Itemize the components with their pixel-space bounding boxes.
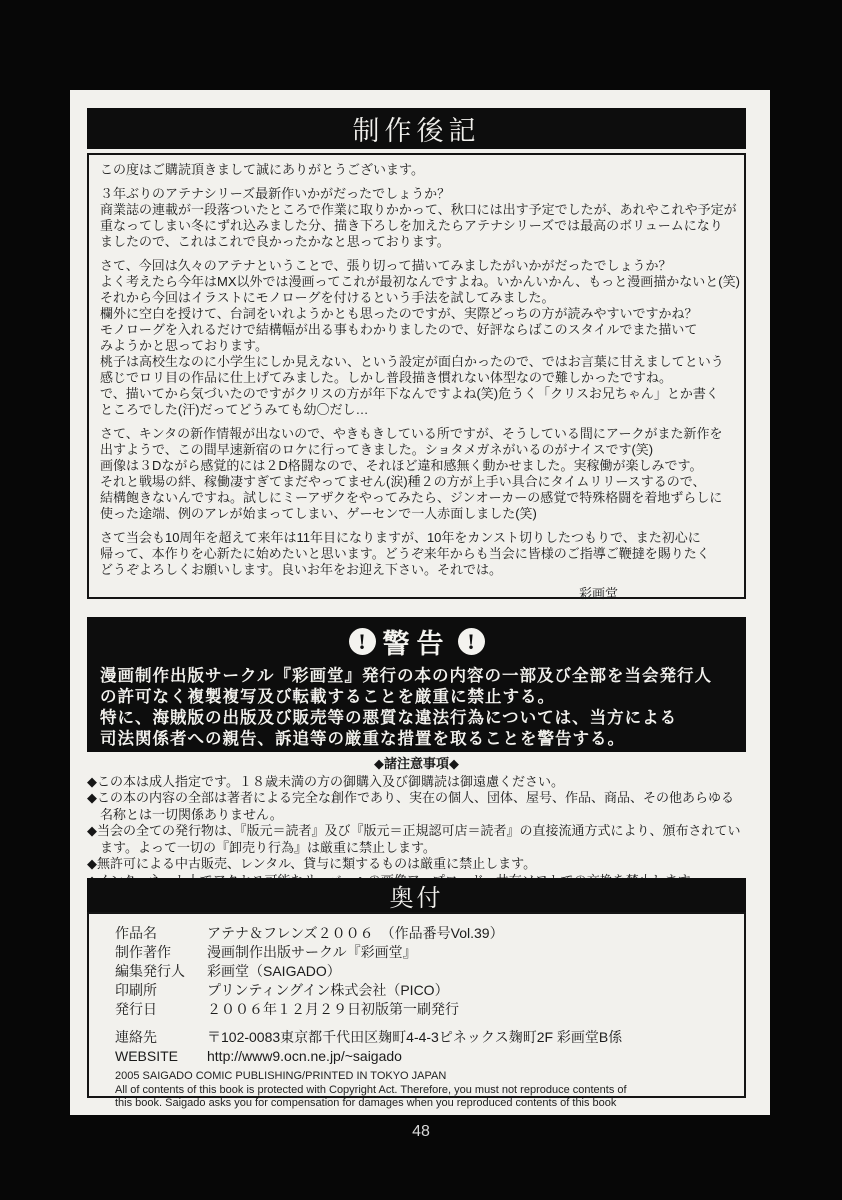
colophon-label: 連絡先: [115, 1029, 157, 1045]
postscript-line: ３年ぶりのアテナシリーズ最新作いかがだったでしょうか？: [100, 186, 451, 201]
postscript-line: どうぞよろしくお願いします。良いお年をお迎え下さい。それでは。: [100, 562, 502, 577]
postscript-line: で、描いてから気づいたのですがクリスの方が年下なんですよね(笑)危うく「クリスお兄ちゃん」とか書く: [100, 386, 719, 401]
postscript-line: 重なってしまい冬にずれ込みました分、描き下ろしを加えたらアテナシリーズでは最高のボリュームになり: [100, 218, 723, 233]
colophon-value: アテナ＆フレンズ２００６ （作品番号Vol.39）: [207, 925, 504, 941]
postscript-line: この度はご購読頂きまして誠にありがとうございます。: [100, 162, 424, 177]
exclamation-icon: !: [349, 628, 376, 655]
colophon-row: [115, 981, 734, 1000]
postscript-line: 帰って、本作りを心新たに始めたいと思います。どうぞ来年からも当会に皆様のご指導ご鞭撻を賜りたく: [100, 546, 710, 561]
postscript-line: さて当会も10周年を超えて来年は11年目になりますが、10年をカンスト切りしたつもりで、また初心に: [100, 530, 701, 545]
colophon-row: [115, 924, 734, 943]
postscript-header-bar: [87, 108, 746, 149]
postscript-line: ましたので、これはこれで良かったかなと思っております。: [100, 234, 450, 249]
postscript-line: よく考えたら今年はMX以外では漫画ってこれが最初なんですよね。いかんいかん、もっと漫画描かないと(笑): [100, 274, 740, 289]
colophon-contact-row: [115, 1028, 734, 1047]
postscript-line: それから今回はイラストにモノローグを付けるという手法を試してみました。: [100, 290, 555, 305]
postscript-title: 制作後記: [352, 116, 481, 146]
copyright-small-print: [115, 1070, 734, 1111]
copyright-line: this book. Saigado asks you for compensation for damages when you reproduced contents of this book: [115, 1097, 617, 1109]
colophon-value: 〒102-0083東京都千代田区麹町4-4-3ピネックス麹町2F 彩画堂B係: [207, 1029, 623, 1045]
notes-item: ◆当会の全ての発行物は、『版元＝読者』及び『版元＝正規認可店＝読者』の直接流通方式により、頒布されています。よって一切の『卸売り行為』は厳重に禁止します。: [87, 823, 741, 855]
colophon-label: 編集発行人: [115, 963, 185, 979]
postscript-line: 欄外に空白を授けて、台詞をいれようかとも思ったのですが、実際どっちの方が読みやすいですかね？: [100, 306, 698, 321]
page-number: 48: [412, 1123, 430, 1140]
notes-item: ◆無許可による中古販売、レンタル、貸与に類するものは厳重に禁止します。: [87, 856, 537, 871]
notes-item: ◆この本は成人指定です。１８歳未満の方の御購入及び御購読は御遠慮ください。: [87, 773, 564, 789]
postscript-line: 感じでロリ目の作品に仕上げてみました。しかし普段描き慣れない体型なので難しかったですね。: [100, 370, 673, 385]
notes-heading: ◆諸注意事項◆: [374, 756, 459, 771]
colophon-contact-row: [115, 1047, 734, 1066]
postscript-line: 使った途端、例のアレが始まってしまい、ゲーセンで一人赤面しました(笑): [100, 506, 537, 521]
warning-line: 司法関係者への親告、訴追等の厳重な措置を取ることを警告する。: [100, 729, 625, 748]
colophon-row: [115, 962, 734, 981]
author-signature: 彩画堂: [578, 586, 618, 601]
colophon-label: WEBSITE: [115, 1048, 179, 1064]
warning-title-row: [87, 622, 746, 661]
colophon-box: [87, 912, 746, 1109]
postscript-paragraph: [100, 530, 733, 578]
colophon-value: プリンティングイン株式会社（PICO）: [207, 982, 449, 998]
notes-item: ◆この本の内容の全部は著者による完全な創作であり、実在の個人、団体、屋号、作品、商品、その他あらゆる名称とは一切関係ありません。: [87, 790, 734, 822]
postscript-paragraph: [100, 258, 740, 418]
colophon-label: 作品名: [115, 925, 157, 941]
warning-box: [87, 617, 746, 752]
colophon-value: 漫画制作出版サークル『彩画堂』: [207, 944, 417, 960]
postscript-line: みようかと思っております。: [100, 338, 268, 353]
colophon-header-bar: [87, 878, 746, 912]
warning-line: 特に、海賊版の出版及び販売等の悪質な違法行為については、当方による: [100, 708, 678, 727]
postscript-paragraph: [100, 162, 733, 178]
copyright-line: 2005 SAIGADO COMIC PUBLISHING/PRINTED IN TOKYO JAPAN: [115, 1070, 447, 1082]
colophon-value: ２００６年１２月２９日初版第一刷発行: [207, 1001, 459, 1017]
colophon-row: [115, 1000, 734, 1019]
colophon-label: 制作著作: [115, 944, 171, 960]
notes-section: [87, 756, 746, 889]
warning-text: [87, 661, 746, 749]
postscript-line: モノローグを入れるだけで結構幅が出る事もわかりましたので、好評ならばこのスタイルでまた描いて: [100, 322, 698, 337]
colophon-label: 印刷所: [115, 982, 157, 998]
warning-title: 警告: [382, 629, 451, 659]
colophon-label: 発行日: [115, 1001, 157, 1017]
postscript-line: 桃子は高校生なのに小学生にしか見えない、という設定が面白かったので、ではお言葉に甘えましてという: [100, 354, 724, 369]
colophon-title: 奥付: [389, 884, 444, 912]
colophon-value: 彩画堂（SAIGADO）: [207, 963, 341, 979]
colophon-row: [115, 943, 734, 962]
postscript-line: 画像は３Dながら感覚的には２D格闘なので、それほど違和感無く動かせました。実稼働が楽しみです。: [100, 458, 703, 473]
postscript-paragraph: [100, 186, 737, 250]
postscript-body-box: [87, 153, 746, 599]
postscript-line: さて、キンタの新作情報が出ないので、やきもきしている所ですが、そうしている間にアークがまた新作を: [100, 426, 723, 441]
copyright-line: All of contents of this book is protected with Copyright Act. Therefore, you must not reproduce contents of: [115, 1083, 627, 1096]
postscript-paragraph: [100, 426, 733, 522]
document-page: [70, 90, 770, 1115]
warning-line: の許可なく複製複写及び転載することを厳重に禁止する。: [100, 687, 555, 706]
postscript-line: 出すようで、この間早速新宿のロケに行ってきました。ショタメガネがいるのがナイスです(笑): [100, 442, 654, 457]
postscript-line: それと戦場の絆、稼働凄すぎてまだやってません(涙)種２の方が上手い具合にタイムリリースするので、: [100, 474, 706, 489]
warning-line: 漫画制作出版サークル『彩画堂』発行の本の内容の一部及び全部を当会発行人: [100, 666, 713, 685]
exclamation-icon: !: [458, 628, 485, 655]
postscript-line: 結構飽きないんですね。試しにミーアザクをやってみたら、ジンオーカーの感覚で特殊格闘を着地ずらしに: [100, 490, 723, 505]
postscript-line: ところでした(汗)だってどうみても幼〇だし…: [100, 402, 369, 417]
colophon-spacer: [115, 1019, 734, 1028]
website-url: http://www9.ocn.ne.jp/~saigado: [207, 1048, 402, 1064]
postscript-line: さて、今回は久々のアテナということで、張り切って描いてみましたがいかがだったでしょうか？: [100, 258, 672, 273]
postscript-line: 商業誌の連載が一段落ついたところで作業に取りかかって、秋口には出す予定でしたが、あれやこれや予定が: [100, 202, 737, 217]
